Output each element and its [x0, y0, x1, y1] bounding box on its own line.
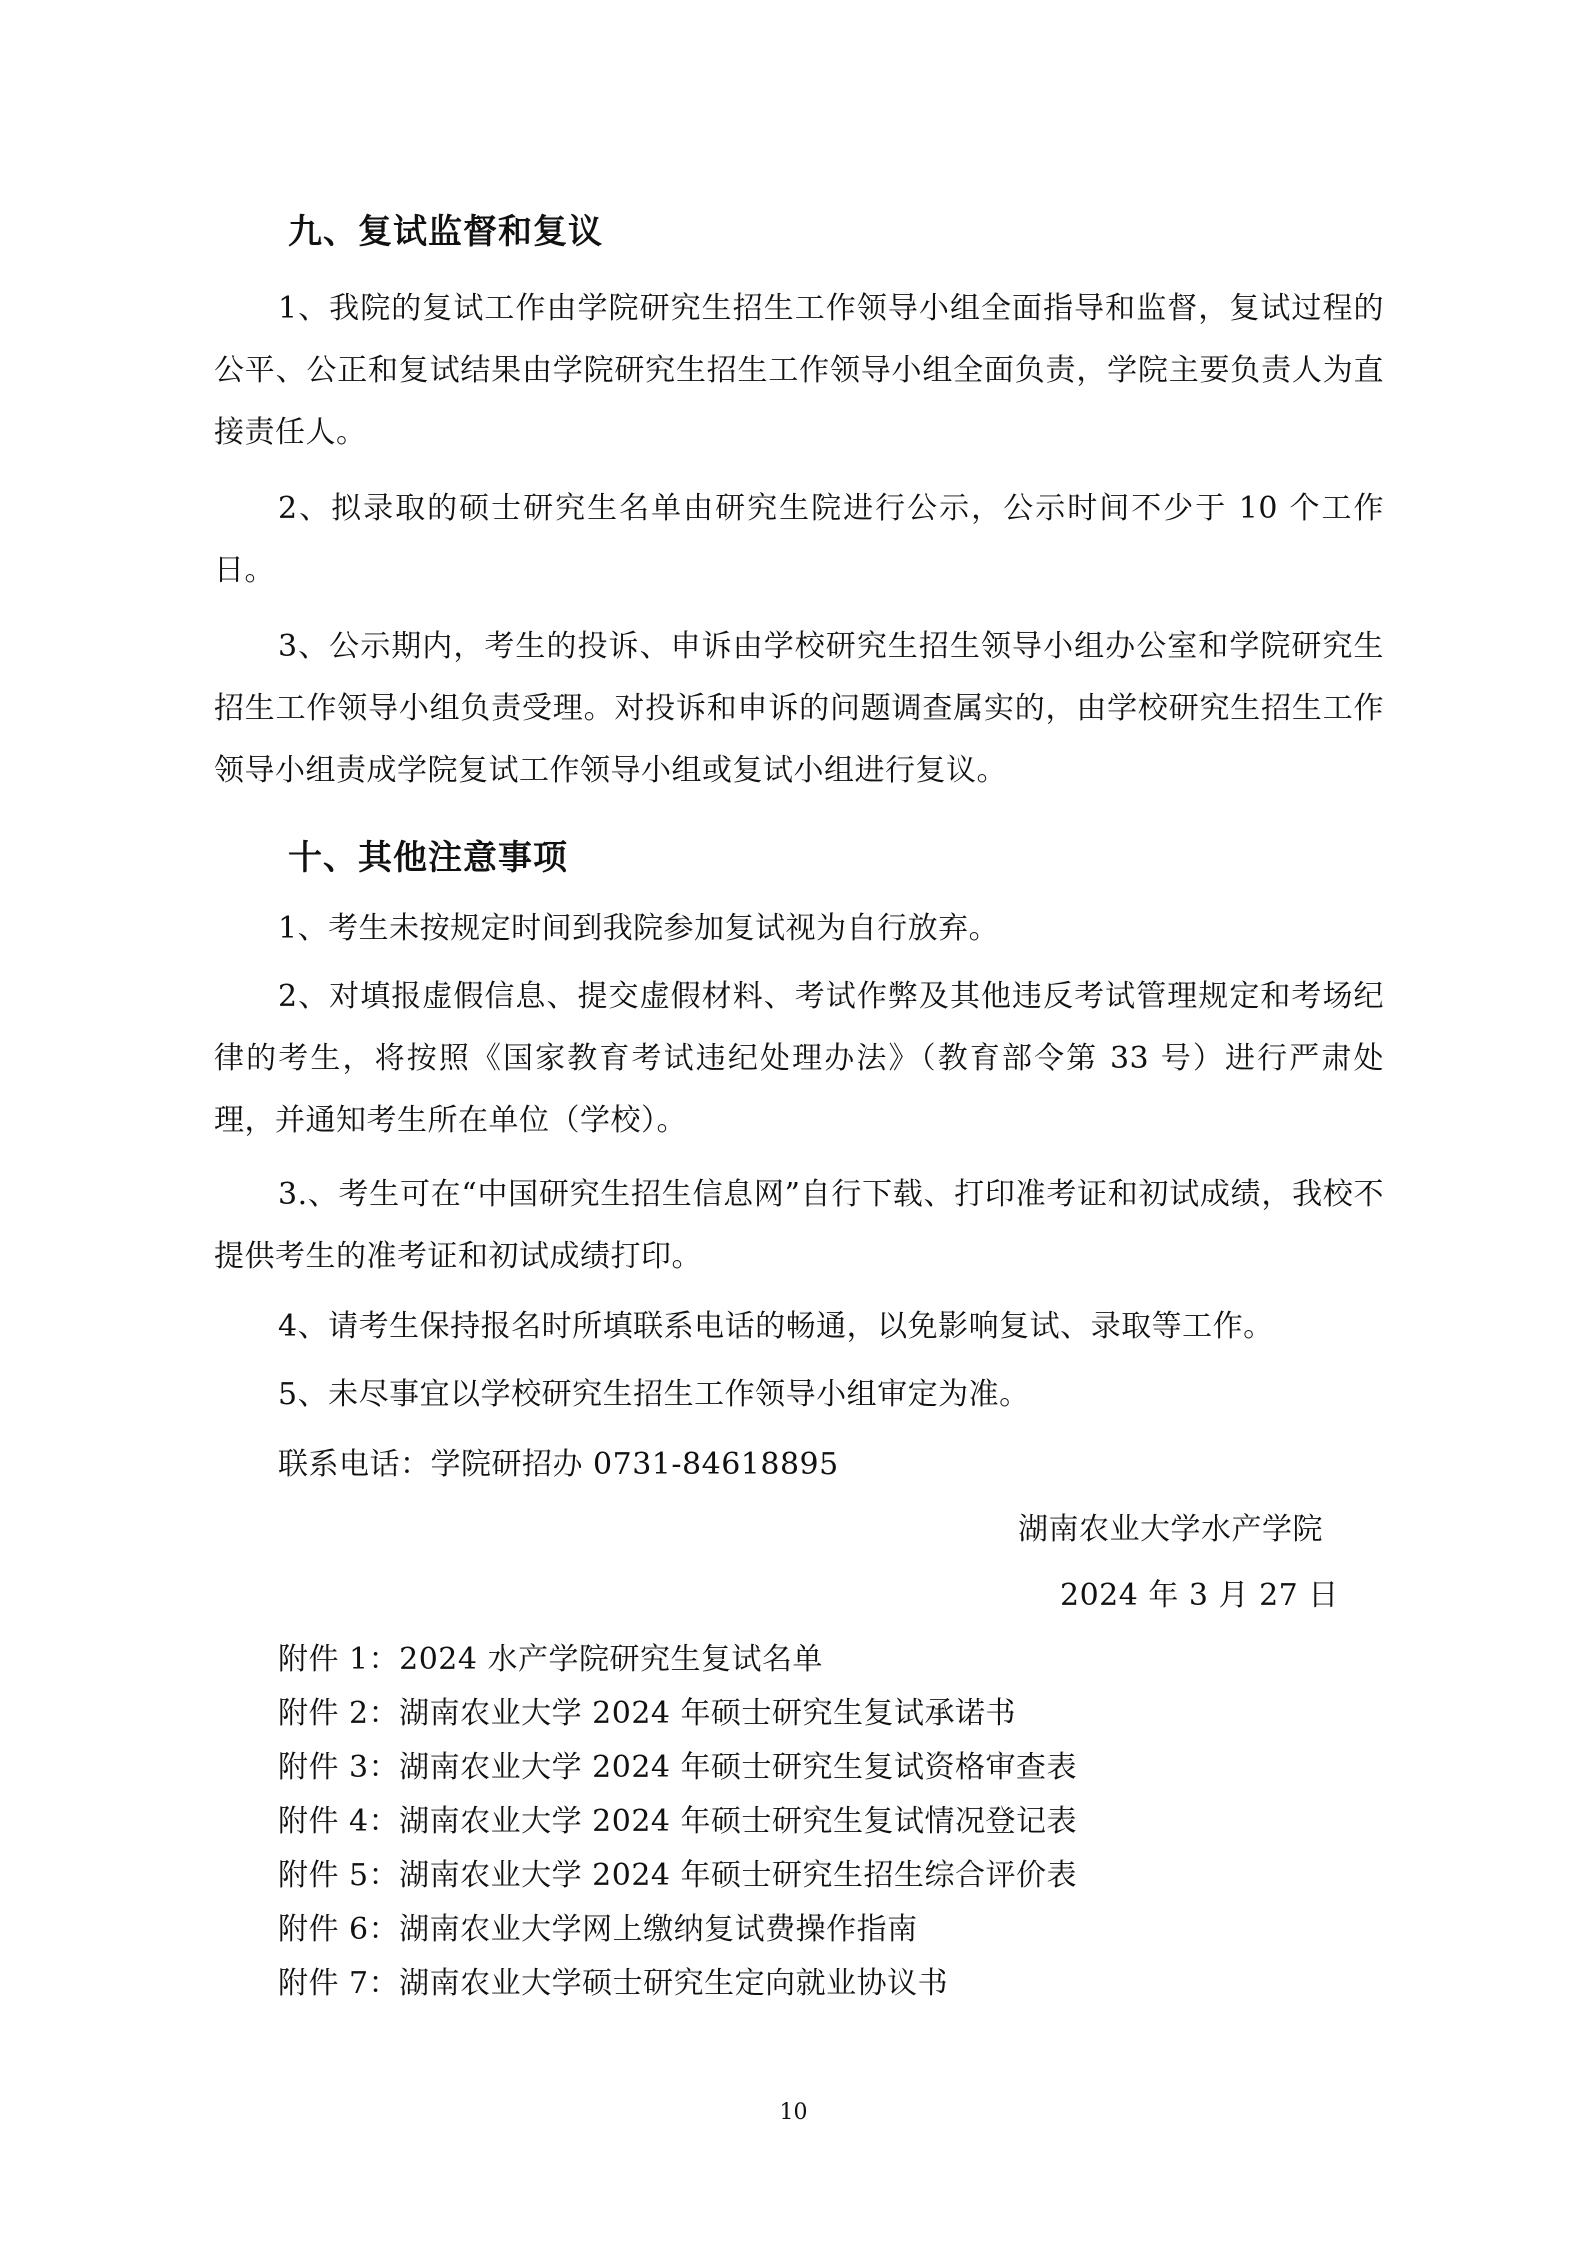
paragraph-notes-2: 2、对填报虚假信息、提交虚假材料、考试作弊及其他违反考试管理规定和考场纪律的考生，将按照《国家教育考试违纪处理办法》（教育部令第 33 号）进行严肃处理，并通知考生所在单位（学校）。 — [214, 979, 1384, 1138]
section-heading-supervision: 九、复试监督和复议 — [288, 212, 603, 252]
paragraph-supervision-1: 1、我院的复试工作由学院研究生招生工作领导小组全面指导和监督，复试过程的公平、公正和复试结果由学院研究生招生工作领导小组全面负责，学院主要负责人为直接责任人。 — [214, 291, 1384, 450]
attachment-item: 附件 6：湖南农业大学网上缴纳复试费操作指南 — [278, 1912, 918, 1947]
signature-organization: 湖南农业大学水产学院 — [1018, 1512, 1323, 1547]
paragraph-notes-4: 4、请考生保持报名时所填联系电话的畅通，以免影响复试、录取等工作。 — [278, 1309, 1274, 1344]
attachment-item: 附件 3：湖南农业大学 2024 年硕士研究生复试资格审查表 — [278, 1750, 1078, 1785]
signature-date: 2024 年 3 月 27 日 — [1060, 1578, 1339, 1613]
attachment-item: 附件 7：湖南农业大学硕士研究生定向就业协议书 — [278, 1966, 949, 2001]
attachment-item: 附件 5：湖南农业大学 2024 年硕士研究生招生综合评价表 — [278, 1858, 1078, 1893]
paragraph-notes-5: 5、未尽事宜以学校研究生招生工作领导小组审定为准。 — [278, 1377, 1030, 1412]
attachment-item: 附件 2：湖南农业大学 2024 年硕士研究生复试承诺书 — [278, 1696, 1017, 1731]
attachment-item: 附件 1：2024 水产学院研究生复试名单 — [278, 1642, 824, 1677]
paragraph-supervision-2: 2、拟录取的硕士研究生名单由研究生院进行公示，公示时间不少于 10 个工作日。 — [214, 491, 1384, 588]
page-number: 10 — [779, 2100, 808, 2125]
paragraph-notes-1: 1、考生未按规定时间到我院参加复试视为自行放弃。 — [278, 911, 1000, 946]
paragraph-notes-3: 3.、考生可在“中国研究生招生信息网”自行下载、打印准考证和初试成绩，我校不提供考生的准考证和初试成绩打印。 — [214, 1177, 1384, 1274]
section-heading-notes: 十、其他注意事项 — [288, 838, 568, 878]
attachment-item: 附件 4：湖南农业大学 2024 年硕士研究生复试情况登记表 — [278, 1804, 1078, 1839]
contact-phone: 联系电话：学院研招办 0731-84618895 — [278, 1447, 839, 1482]
paragraph-supervision-3: 3、公示期内，考生的投诉、申诉由学校研究生招生领导小组办公室和学院研究生招生工作领导小组负责受理。对投诉和申诉的问题调查属实的，由学校研究生招生工作领导小组责成学院复试工作领导小组或复试小组进行复议。 — [214, 629, 1384, 788]
